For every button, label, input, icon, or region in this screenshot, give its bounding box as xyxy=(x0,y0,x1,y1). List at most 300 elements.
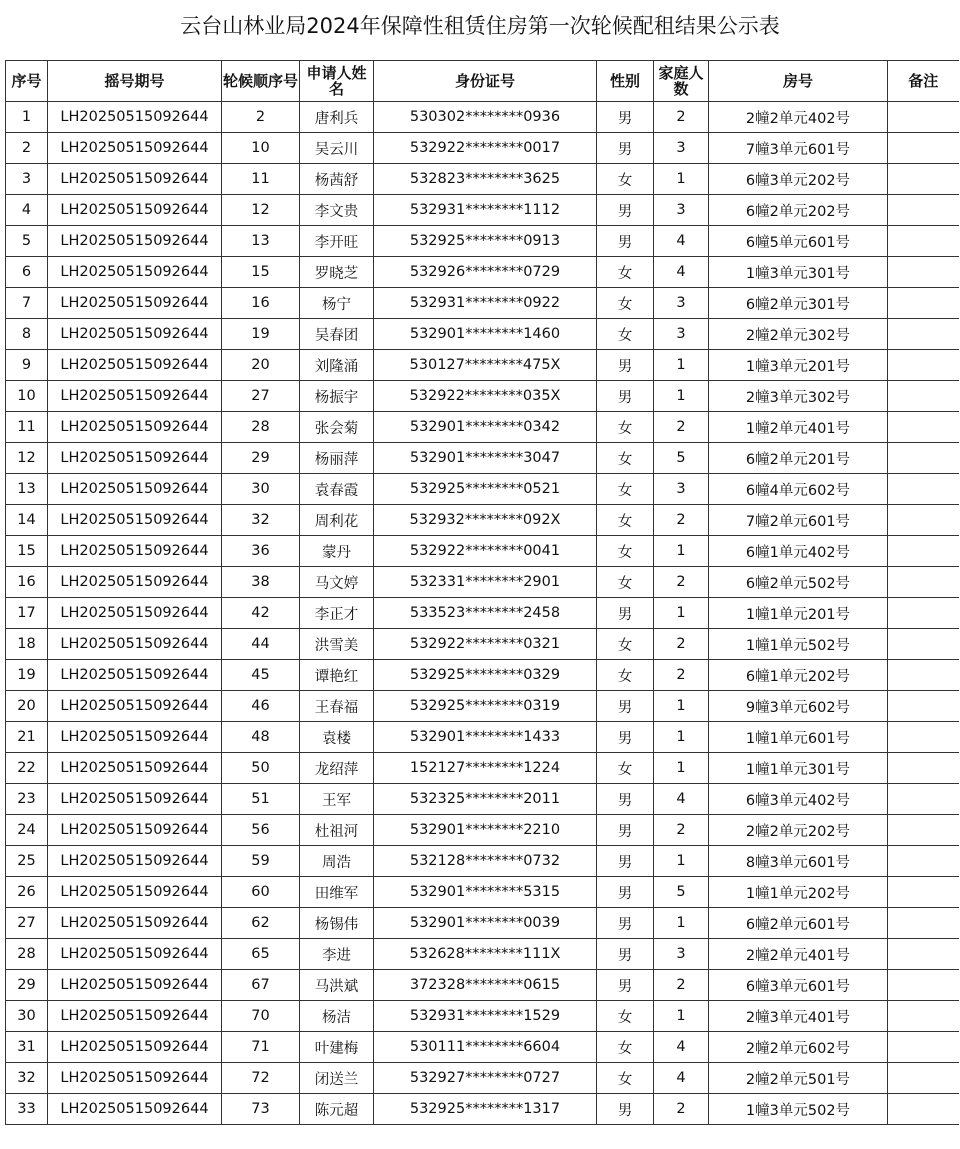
cell-remarks[interactable] xyxy=(888,381,959,412)
cell-lottery-no[interactable]: LH20250515092644 xyxy=(48,319,222,350)
cell-remarks[interactable] xyxy=(888,629,959,660)
cell-applicant-name[interactable]: 袁楼 xyxy=(300,722,374,753)
cell-room-no[interactable]: 6幢2单元502号 xyxy=(709,567,888,598)
cell-gender[interactable]: 男 xyxy=(597,939,654,970)
cell-family-size[interactable]: 3 xyxy=(654,319,709,350)
cell-remarks[interactable] xyxy=(888,195,959,226)
cell-seq[interactable]: 23 xyxy=(6,784,48,815)
cell-lottery-no[interactable]: LH20250515092644 xyxy=(48,939,222,970)
cell-family-size[interactable]: 1 xyxy=(654,691,709,722)
cell-seq[interactable]: 2 xyxy=(6,133,48,164)
cell-queue-order[interactable]: 42 xyxy=(222,598,300,629)
cell-applicant-name[interactable]: 李文贵 xyxy=(300,195,374,226)
header-gender[interactable]: 性别 xyxy=(597,61,654,102)
cell-seq[interactable]: 27 xyxy=(6,908,48,939)
cell-id-number[interactable]: 532931********1112 xyxy=(374,195,597,226)
cell-family-size[interactable]: 3 xyxy=(654,474,709,505)
cell-gender[interactable]: 女 xyxy=(597,412,654,443)
cell-id-number[interactable]: 532901********5315 xyxy=(374,877,597,908)
cell-queue-order[interactable]: 32 xyxy=(222,505,300,536)
cell-id-number[interactable]: 532325********2011 xyxy=(374,784,597,815)
cell-remarks[interactable] xyxy=(888,164,959,195)
cell-seq[interactable]: 19 xyxy=(6,660,48,691)
cell-family-size[interactable]: 1 xyxy=(654,722,709,753)
cell-gender[interactable]: 男 xyxy=(597,1094,654,1125)
cell-remarks[interactable] xyxy=(888,567,959,598)
cell-id-number[interactable]: 532922********0321 xyxy=(374,629,597,660)
cell-remarks[interactable] xyxy=(888,1094,959,1125)
cell-room-no[interactable]: 9幢3单元602号 xyxy=(709,691,888,722)
cell-gender[interactable]: 女 xyxy=(597,474,654,505)
cell-family-size[interactable]: 3 xyxy=(654,195,709,226)
cell-queue-order[interactable]: 51 xyxy=(222,784,300,815)
cell-id-number[interactable]: 372328********0615 xyxy=(374,970,597,1001)
cell-family-size[interactable]: 1 xyxy=(654,164,709,195)
cell-remarks[interactable] xyxy=(888,412,959,443)
cell-room-no[interactable]: 2幢2单元402号 xyxy=(709,102,888,133)
cell-lottery-no[interactable]: LH20250515092644 xyxy=(48,722,222,753)
cell-gender[interactable]: 男 xyxy=(597,846,654,877)
cell-lottery-no[interactable]: LH20250515092644 xyxy=(48,846,222,877)
cell-room-no[interactable]: 6幢2单元601号 xyxy=(709,908,888,939)
cell-id-number[interactable]: 532901********1433 xyxy=(374,722,597,753)
cell-remarks[interactable] xyxy=(888,133,959,164)
cell-family-size[interactable]: 3 xyxy=(654,288,709,319)
cell-remarks[interactable] xyxy=(888,1063,959,1094)
cell-id-number[interactable]: 532926********0729 xyxy=(374,257,597,288)
cell-gender[interactable]: 男 xyxy=(597,195,654,226)
cell-lottery-no[interactable]: LH20250515092644 xyxy=(48,1063,222,1094)
cell-lottery-no[interactable]: LH20250515092644 xyxy=(48,412,222,443)
cell-id-number[interactable]: 532925********0319 xyxy=(374,691,597,722)
cell-gender[interactable]: 女 xyxy=(597,753,654,784)
cell-room-no[interactable]: 1幢1单元201号 xyxy=(709,598,888,629)
cell-seq[interactable]: 33 xyxy=(6,1094,48,1125)
cell-applicant-name[interactable]: 李正才 xyxy=(300,598,374,629)
cell-queue-order[interactable]: 56 xyxy=(222,815,300,846)
cell-seq[interactable]: 10 xyxy=(6,381,48,412)
cell-lottery-no[interactable]: LH20250515092644 xyxy=(48,257,222,288)
cell-seq[interactable]: 29 xyxy=(6,970,48,1001)
cell-gender[interactable]: 男 xyxy=(597,908,654,939)
cell-applicant-name[interactable]: 周浩 xyxy=(300,846,374,877)
cell-family-size[interactable]: 1 xyxy=(654,536,709,567)
cell-family-size[interactable]: 3 xyxy=(654,133,709,164)
cell-id-number[interactable]: 532901********1460 xyxy=(374,319,597,350)
cell-queue-order[interactable]: 30 xyxy=(222,474,300,505)
cell-remarks[interactable] xyxy=(888,319,959,350)
cell-family-size[interactable]: 2 xyxy=(654,567,709,598)
cell-room-no[interactable]: 1幢1单元601号 xyxy=(709,722,888,753)
cell-id-number[interactable]: 532331********2901 xyxy=(374,567,597,598)
cell-gender[interactable]: 男 xyxy=(597,784,654,815)
cell-seq[interactable]: 11 xyxy=(6,412,48,443)
cell-applicant-name[interactable]: 田维军 xyxy=(300,877,374,908)
header-lottery-no[interactable]: 摇号期号 xyxy=(48,61,222,102)
cell-remarks[interactable] xyxy=(888,443,959,474)
cell-seq[interactable]: 15 xyxy=(6,536,48,567)
cell-lottery-no[interactable]: LH20250515092644 xyxy=(48,598,222,629)
cell-remarks[interactable] xyxy=(888,815,959,846)
cell-seq[interactable]: 18 xyxy=(6,629,48,660)
cell-applicant-name[interactable]: 龙绍萍 xyxy=(300,753,374,784)
cell-applicant-name[interactable]: 李进 xyxy=(300,939,374,970)
cell-room-no[interactable]: 2幢3单元302号 xyxy=(709,381,888,412)
cell-seq[interactable]: 28 xyxy=(6,939,48,970)
cell-gender[interactable]: 女 xyxy=(597,505,654,536)
cell-lottery-no[interactable]: LH20250515092644 xyxy=(48,1001,222,1032)
cell-applicant-name[interactable]: 李开旺 xyxy=(300,226,374,257)
cell-queue-order[interactable]: 11 xyxy=(222,164,300,195)
cell-gender[interactable]: 男 xyxy=(597,598,654,629)
cell-gender[interactable]: 女 xyxy=(597,567,654,598)
cell-applicant-name[interactable]: 杨锡伟 xyxy=(300,908,374,939)
cell-seq[interactable]: 24 xyxy=(6,815,48,846)
cell-applicant-name[interactable]: 周利花 xyxy=(300,505,374,536)
cell-remarks[interactable] xyxy=(888,970,959,1001)
cell-queue-order[interactable]: 38 xyxy=(222,567,300,598)
cell-lottery-no[interactable]: LH20250515092644 xyxy=(48,753,222,784)
cell-id-number[interactable]: 532932********092X xyxy=(374,505,597,536)
cell-lottery-no[interactable]: LH20250515092644 xyxy=(48,536,222,567)
cell-gender[interactable]: 女 xyxy=(597,1032,654,1063)
cell-lottery-no[interactable]: LH20250515092644 xyxy=(48,970,222,1001)
cell-family-size[interactable]: 1 xyxy=(654,381,709,412)
cell-family-size[interactable]: 4 xyxy=(654,784,709,815)
cell-seq[interactable]: 21 xyxy=(6,722,48,753)
cell-applicant-name[interactable]: 杜祖河 xyxy=(300,815,374,846)
cell-lottery-no[interactable]: LH20250515092644 xyxy=(48,660,222,691)
cell-gender[interactable]: 男 xyxy=(597,722,654,753)
cell-gender[interactable]: 女 xyxy=(597,629,654,660)
cell-seq[interactable]: 30 xyxy=(6,1001,48,1032)
cell-lottery-no[interactable]: LH20250515092644 xyxy=(48,815,222,846)
cell-family-size[interactable]: 1 xyxy=(654,1001,709,1032)
cell-lottery-no[interactable]: LH20250515092644 xyxy=(48,505,222,536)
cell-gender[interactable]: 女 xyxy=(597,443,654,474)
cell-room-no[interactable]: 6幢1单元202号 xyxy=(709,660,888,691)
cell-room-no[interactable]: 2幢2单元202号 xyxy=(709,815,888,846)
cell-family-size[interactable]: 2 xyxy=(654,970,709,1001)
cell-family-size[interactable]: 4 xyxy=(654,1063,709,1094)
cell-seq[interactable]: 3 xyxy=(6,164,48,195)
cell-id-number[interactable]: 533523********2458 xyxy=(374,598,597,629)
cell-queue-order[interactable]: 29 xyxy=(222,443,300,474)
cell-remarks[interactable] xyxy=(888,288,959,319)
cell-queue-order[interactable]: 12 xyxy=(222,195,300,226)
cell-room-no[interactable]: 2幢2单元302号 xyxy=(709,319,888,350)
cell-gender[interactable]: 男 xyxy=(597,970,654,1001)
cell-id-number[interactable]: 532922********035X xyxy=(374,381,597,412)
cell-queue-order[interactable]: 44 xyxy=(222,629,300,660)
cell-applicant-name[interactable]: 洪雪美 xyxy=(300,629,374,660)
cell-lottery-no[interactable]: LH20250515092644 xyxy=(48,567,222,598)
cell-applicant-name[interactable]: 袁春霞 xyxy=(300,474,374,505)
cell-queue-order[interactable]: 19 xyxy=(222,319,300,350)
cell-room-no[interactable]: 1幢3单元301号 xyxy=(709,257,888,288)
cell-id-number[interactable]: 532931********0922 xyxy=(374,288,597,319)
header-family-size[interactable]: 家庭人数 xyxy=(654,61,709,102)
cell-id-number[interactable]: 532901********0039 xyxy=(374,908,597,939)
cell-room-no[interactable]: 6幢2单元301号 xyxy=(709,288,888,319)
cell-room-no[interactable]: 6幢1单元402号 xyxy=(709,536,888,567)
cell-applicant-name[interactable]: 吴云川 xyxy=(300,133,374,164)
cell-seq[interactable]: 14 xyxy=(6,505,48,536)
cell-seq[interactable]: 17 xyxy=(6,598,48,629)
cell-remarks[interactable] xyxy=(888,505,959,536)
cell-applicant-name[interactable]: 蒙丹 xyxy=(300,536,374,567)
cell-seq[interactable]: 32 xyxy=(6,1063,48,1094)
cell-applicant-name[interactable]: 杨振宇 xyxy=(300,381,374,412)
cell-queue-order[interactable]: 20 xyxy=(222,350,300,381)
cell-remarks[interactable] xyxy=(888,691,959,722)
cell-lottery-no[interactable]: LH20250515092644 xyxy=(48,133,222,164)
cell-applicant-name[interactable]: 王军 xyxy=(300,784,374,815)
cell-queue-order[interactable]: 50 xyxy=(222,753,300,784)
cell-seq[interactable]: 1 xyxy=(6,102,48,133)
cell-queue-order[interactable]: 45 xyxy=(222,660,300,691)
cell-queue-order[interactable]: 46 xyxy=(222,691,300,722)
cell-queue-order[interactable]: 59 xyxy=(222,846,300,877)
cell-id-number[interactable]: 530127********475X xyxy=(374,350,597,381)
cell-seq[interactable]: 9 xyxy=(6,350,48,381)
cell-queue-order[interactable]: 62 xyxy=(222,908,300,939)
cell-applicant-name[interactable]: 杨宁 xyxy=(300,288,374,319)
cell-applicant-name[interactable]: 唐利兵 xyxy=(300,102,374,133)
cell-queue-order[interactable]: 15 xyxy=(222,257,300,288)
cell-remarks[interactable] xyxy=(888,1001,959,1032)
cell-family-size[interactable]: 2 xyxy=(654,629,709,660)
cell-lottery-no[interactable]: LH20250515092644 xyxy=(48,226,222,257)
cell-room-no[interactable]: 6幢2单元202号 xyxy=(709,195,888,226)
cell-gender[interactable]: 男 xyxy=(597,691,654,722)
cell-applicant-name[interactable]: 杨丽萍 xyxy=(300,443,374,474)
cell-lottery-no[interactable]: LH20250515092644 xyxy=(48,877,222,908)
cell-room-no[interactable]: 6幢4单元602号 xyxy=(709,474,888,505)
cell-gender[interactable]: 男 xyxy=(597,226,654,257)
cell-gender[interactable]: 女 xyxy=(597,164,654,195)
cell-seq[interactable]: 31 xyxy=(6,1032,48,1063)
cell-id-number[interactable]: 530111********6604 xyxy=(374,1032,597,1063)
cell-room-no[interactable]: 6幢3单元601号 xyxy=(709,970,888,1001)
cell-applicant-name[interactable]: 吴春团 xyxy=(300,319,374,350)
cell-room-no[interactable]: 6幢3单元402号 xyxy=(709,784,888,815)
cell-applicant-name[interactable]: 王春福 xyxy=(300,691,374,722)
cell-applicant-name[interactable]: 闭送兰 xyxy=(300,1063,374,1094)
cell-gender[interactable]: 女 xyxy=(597,257,654,288)
cell-id-number[interactable]: 532922********0017 xyxy=(374,133,597,164)
cell-gender[interactable]: 女 xyxy=(597,660,654,691)
cell-family-size[interactable]: 1 xyxy=(654,846,709,877)
cell-applicant-name[interactable]: 谭艳红 xyxy=(300,660,374,691)
cell-room-no[interactable]: 1幢1单元202号 xyxy=(709,877,888,908)
cell-id-number[interactable]: 532901********0342 xyxy=(374,412,597,443)
cell-room-no[interactable]: 8幢3单元601号 xyxy=(709,846,888,877)
cell-remarks[interactable] xyxy=(888,536,959,567)
cell-family-size[interactable]: 5 xyxy=(654,877,709,908)
cell-lottery-no[interactable]: LH20250515092644 xyxy=(48,1094,222,1125)
cell-applicant-name[interactable]: 叶建梅 xyxy=(300,1032,374,1063)
cell-remarks[interactable] xyxy=(888,350,959,381)
cell-family-size[interactable]: 3 xyxy=(654,939,709,970)
cell-family-size[interactable]: 5 xyxy=(654,443,709,474)
cell-applicant-name[interactable]: 罗晓芝 xyxy=(300,257,374,288)
cell-id-number[interactable]: 532925********1317 xyxy=(374,1094,597,1125)
cell-seq[interactable]: 12 xyxy=(6,443,48,474)
cell-applicant-name[interactable]: 马文婷 xyxy=(300,567,374,598)
cell-queue-order[interactable]: 28 xyxy=(222,412,300,443)
cell-id-number[interactable]: 532925********0913 xyxy=(374,226,597,257)
cell-queue-order[interactable]: 36 xyxy=(222,536,300,567)
header-id-number[interactable]: 身份证号 xyxy=(374,61,597,102)
cell-seq[interactable]: 16 xyxy=(6,567,48,598)
cell-gender[interactable]: 男 xyxy=(597,877,654,908)
cell-remarks[interactable] xyxy=(888,753,959,784)
cell-applicant-name[interactable]: 杨洁 xyxy=(300,1001,374,1032)
cell-queue-order[interactable]: 73 xyxy=(222,1094,300,1125)
cell-lottery-no[interactable]: LH20250515092644 xyxy=(48,164,222,195)
cell-remarks[interactable] xyxy=(888,660,959,691)
cell-id-number[interactable]: 532922********0041 xyxy=(374,536,597,567)
cell-applicant-name[interactable]: 张会菊 xyxy=(300,412,374,443)
cell-family-size[interactable]: 4 xyxy=(654,1032,709,1063)
cell-room-no[interactable]: 1幢1单元502号 xyxy=(709,629,888,660)
cell-lottery-no[interactable]: LH20250515092644 xyxy=(48,691,222,722)
cell-remarks[interactable] xyxy=(888,226,959,257)
cell-remarks[interactable] xyxy=(888,722,959,753)
cell-gender[interactable]: 女 xyxy=(597,1063,654,1094)
cell-room-no[interactable]: 7幢2单元601号 xyxy=(709,505,888,536)
cell-family-size[interactable]: 1 xyxy=(654,598,709,629)
cell-family-size[interactable]: 2 xyxy=(654,102,709,133)
cell-queue-order[interactable]: 67 xyxy=(222,970,300,1001)
cell-gender[interactable]: 男 xyxy=(597,133,654,164)
cell-id-number[interactable]: 532901********2210 xyxy=(374,815,597,846)
header-remarks[interactable]: 备注 xyxy=(888,61,959,102)
cell-remarks[interactable] xyxy=(888,102,959,133)
cell-applicant-name[interactable]: 杨茜舒 xyxy=(300,164,374,195)
cell-queue-order[interactable]: 60 xyxy=(222,877,300,908)
cell-family-size[interactable]: 1 xyxy=(654,753,709,784)
cell-family-size[interactable]: 2 xyxy=(654,412,709,443)
cell-room-no[interactable]: 6幢2单元201号 xyxy=(709,443,888,474)
cell-seq[interactable]: 26 xyxy=(6,877,48,908)
cell-id-number[interactable]: 532128********0732 xyxy=(374,846,597,877)
cell-lottery-no[interactable]: LH20250515092644 xyxy=(48,443,222,474)
cell-seq[interactable]: 13 xyxy=(6,474,48,505)
cell-id-number[interactable]: 532901********3047 xyxy=(374,443,597,474)
cell-remarks[interactable] xyxy=(888,939,959,970)
cell-room-no[interactable]: 2幢2单元501号 xyxy=(709,1063,888,1094)
cell-family-size[interactable]: 2 xyxy=(654,815,709,846)
header-room-no[interactable]: 房号 xyxy=(709,61,888,102)
cell-seq[interactable]: 7 xyxy=(6,288,48,319)
cell-queue-order[interactable]: 13 xyxy=(222,226,300,257)
cell-family-size[interactable]: 1 xyxy=(654,350,709,381)
cell-remarks[interactable] xyxy=(888,846,959,877)
cell-queue-order[interactable]: 2 xyxy=(222,102,300,133)
cell-seq[interactable]: 8 xyxy=(6,319,48,350)
cell-seq[interactable]: 20 xyxy=(6,691,48,722)
cell-family-size[interactable]: 4 xyxy=(654,226,709,257)
cell-family-size[interactable]: 2 xyxy=(654,1094,709,1125)
cell-id-number[interactable]: 532823********3625 xyxy=(374,164,597,195)
cell-remarks[interactable] xyxy=(888,474,959,505)
cell-remarks[interactable] xyxy=(888,784,959,815)
cell-room-no[interactable]: 1幢2单元401号 xyxy=(709,412,888,443)
cell-id-number[interactable]: 532628********111X xyxy=(374,939,597,970)
cell-remarks[interactable] xyxy=(888,877,959,908)
cell-gender[interactable]: 女 xyxy=(597,536,654,567)
cell-seq[interactable]: 6 xyxy=(6,257,48,288)
cell-room-no[interactable]: 2幢3单元401号 xyxy=(709,1001,888,1032)
cell-seq[interactable]: 22 xyxy=(6,753,48,784)
cell-id-number[interactable]: 532925********0329 xyxy=(374,660,597,691)
cell-id-number[interactable]: 532931********1529 xyxy=(374,1001,597,1032)
cell-room-no[interactable]: 6幢5单元601号 xyxy=(709,226,888,257)
cell-remarks[interactable] xyxy=(888,1032,959,1063)
cell-room-no[interactable]: 1幢1单元301号 xyxy=(709,753,888,784)
cell-lottery-no[interactable]: LH20250515092644 xyxy=(48,381,222,412)
cell-gender[interactable]: 女 xyxy=(597,1001,654,1032)
cell-family-size[interactable]: 2 xyxy=(654,660,709,691)
cell-lottery-no[interactable]: LH20250515092644 xyxy=(48,784,222,815)
cell-queue-order[interactable]: 65 xyxy=(222,939,300,970)
header-applicant-name[interactable]: 申请人姓名 xyxy=(300,61,374,102)
cell-lottery-no[interactable]: LH20250515092644 xyxy=(48,908,222,939)
cell-gender[interactable]: 女 xyxy=(597,288,654,319)
cell-gender[interactable]: 男 xyxy=(597,350,654,381)
cell-family-size[interactable]: 1 xyxy=(654,908,709,939)
cell-family-size[interactable]: 4 xyxy=(654,257,709,288)
cell-room-no[interactable]: 6幢3单元202号 xyxy=(709,164,888,195)
cell-id-number[interactable]: 152127********1224 xyxy=(374,753,597,784)
cell-lottery-no[interactable]: LH20250515092644 xyxy=(48,102,222,133)
cell-lottery-no[interactable]: LH20250515092644 xyxy=(48,629,222,660)
cell-queue-order[interactable]: 10 xyxy=(222,133,300,164)
cell-lottery-no[interactable]: LH20250515092644 xyxy=(48,195,222,226)
cell-queue-order[interactable]: 71 xyxy=(222,1032,300,1063)
cell-id-number[interactable]: 532927********0727 xyxy=(374,1063,597,1094)
cell-remarks[interactable] xyxy=(888,598,959,629)
cell-lottery-no[interactable]: LH20250515092644 xyxy=(48,1032,222,1063)
cell-gender[interactable]: 男 xyxy=(597,102,654,133)
cell-gender[interactable]: 男 xyxy=(597,815,654,846)
cell-queue-order[interactable]: 16 xyxy=(222,288,300,319)
cell-room-no[interactable]: 7幢3单元601号 xyxy=(709,133,888,164)
cell-seq[interactable]: 5 xyxy=(6,226,48,257)
cell-gender[interactable]: 女 xyxy=(597,319,654,350)
cell-queue-order[interactable]: 48 xyxy=(222,722,300,753)
cell-gender[interactable]: 男 xyxy=(597,381,654,412)
cell-queue-order[interactable]: 70 xyxy=(222,1001,300,1032)
cell-queue-order[interactable]: 27 xyxy=(222,381,300,412)
cell-id-number[interactable]: 532925********0521 xyxy=(374,474,597,505)
cell-seq[interactable]: 4 xyxy=(6,195,48,226)
cell-lottery-no[interactable]: LH20250515092644 xyxy=(48,350,222,381)
cell-lottery-no[interactable]: LH20250515092644 xyxy=(48,288,222,319)
cell-family-size[interactable]: 2 xyxy=(654,505,709,536)
cell-remarks[interactable] xyxy=(888,257,959,288)
cell-room-no[interactable]: 1幢3单元502号 xyxy=(709,1094,888,1125)
cell-applicant-name[interactable]: 马洪斌 xyxy=(300,970,374,1001)
cell-seq[interactable]: 25 xyxy=(6,846,48,877)
header-seq[interactable]: 序号 xyxy=(6,61,48,102)
cell-room-no[interactable]: 2幢2单元401号 xyxy=(709,939,888,970)
cell-room-no[interactable]: 2幢2单元602号 xyxy=(709,1032,888,1063)
cell-applicant-name[interactable]: 陈元超 xyxy=(300,1094,374,1125)
cell-queue-order[interactable]: 72 xyxy=(222,1063,300,1094)
